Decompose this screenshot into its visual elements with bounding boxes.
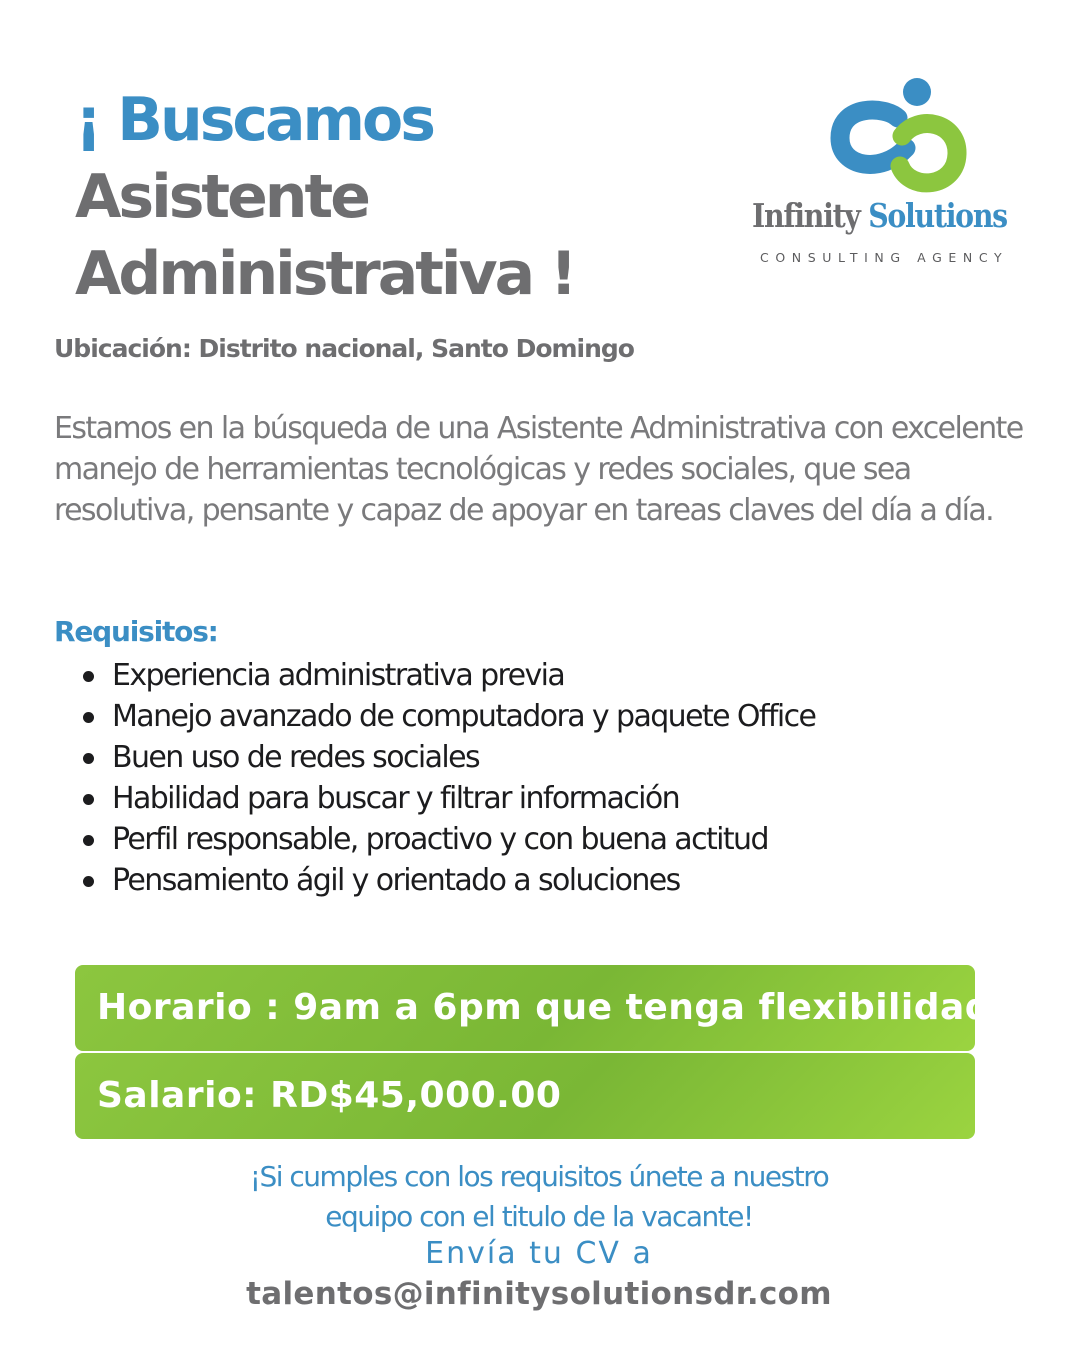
requirement-item: Habilidad para buscar y filtrar información	[80, 778, 1040, 819]
logo-dot	[903, 78, 931, 106]
headline-line-3: Administrativa !	[75, 239, 575, 309]
requirements-list	[80, 655, 1040, 901]
bullet-icon	[83, 671, 94, 682]
bullet-icon	[83, 712, 94, 723]
cta-send-cv: Envía tu CV a	[425, 1236, 653, 1271]
logo-name-part-2: Solutions	[868, 196, 1007, 235]
company-logo	[752, 76, 1042, 276]
bullet-icon	[83, 794, 94, 805]
contact-email: talentos@infinitysolutionsdr.com	[246, 1276, 832, 1312]
bullet-icon	[83, 876, 94, 887]
headline-line-2: Asistente	[75, 162, 368, 232]
requirement-item: Experiencia administrativa previa	[80, 655, 1040, 696]
schedule-banner: Horario : 9am a 6pm que tenga flexibilidad.	[75, 965, 975, 1051]
cta-line-2: equipo con el titulo de la vacante!	[325, 1200, 753, 1233]
requirement-item: Manejo avanzado de computadora y paquete Office	[80, 696, 1040, 737]
headline-line-1: ¡ Buscamos	[75, 85, 433, 155]
requirement-item: Buen uso de redes sociales	[80, 737, 1040, 778]
bullet-icon	[83, 835, 94, 846]
headline	[75, 82, 715, 313]
logo-name-part-1: Infinity	[752, 196, 860, 235]
job-location: Ubicación: Distrito nacional, Santo Domingo	[54, 334, 634, 363]
requirements-title: Requisitos:	[54, 615, 218, 648]
logo-tagline: CONSULTING AGENCY	[760, 250, 1009, 265]
infinity-logo-icon	[830, 76, 970, 196]
logo-wordmark	[752, 196, 1007, 235]
requirement-item: Perfil responsable, proactivo y con buena actitud	[80, 819, 1040, 860]
requirement-item: Pensamiento ágil y orientado a soluciones	[80, 860, 1040, 901]
salary-banner: Salario: RD$45,000.00	[75, 1053, 975, 1139]
job-description: Estamos en la búsqueda de una Asistente Administrativa con excelente manejo de herramientas tecnológicas y redes sociales, que sea resolutiva, pensante y capaz de apoyar en tareas claves del día a día.	[54, 411, 1023, 528]
bullet-icon	[83, 753, 94, 764]
cta-line-1: ¡Si cumples con los requisitos únete a nuestro	[249, 1160, 829, 1193]
